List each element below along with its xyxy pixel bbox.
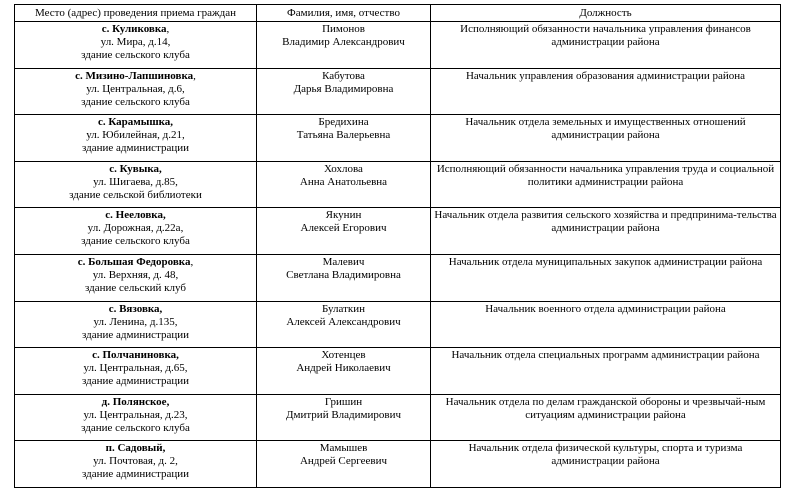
place-name: с. Нееловка, [105, 209, 166, 222]
header-post: Должность [431, 5, 781, 22]
place-address: ул. Центральная, д.6, [86, 82, 185, 95]
position-cell: Начальник отдела физической культуры, спорта и туризма администрации района [431, 441, 781, 488]
place-address: ул. Мира, д.14, [100, 36, 171, 48]
place-building: здание администрации [82, 328, 189, 341]
place-building: здание сельского клуба [81, 49, 190, 61]
table-row [15, 348, 781, 395]
position-cell: Начальник отдела по делам гражданской обороны и чрезвычай-ным ситуациям администрации района [431, 394, 781, 441]
person-cell [257, 254, 431, 301]
place-building: здание сельского клуба [81, 235, 190, 248]
table-row [15, 208, 781, 255]
table-row [15, 68, 781, 115]
position-cell: Исполняющий обязанности начальника управления финансов администрации района [431, 22, 781, 69]
person-surname: Пимонов [322, 23, 365, 35]
place-address: ул. Почтовая, д. 2, [93, 455, 178, 468]
place-name: д. Полянское, [101, 395, 170, 408]
position-cell: Начальник отдела специальных программ администрации района [431, 348, 781, 395]
place-building: здание сельской библиотеки [69, 188, 202, 201]
table-body [15, 22, 781, 488]
place-building: здание сельского клуба [81, 421, 190, 434]
place-address: ул. Верхняя, д. 48, [92, 268, 179, 281]
place-name: с. Кувыка, [109, 162, 162, 175]
place-cell [15, 254, 257, 301]
person-surname: Булаткин [321, 302, 366, 315]
person-cell [257, 394, 431, 441]
person-given-names: Анна Анатольевна [299, 175, 388, 188]
person-surname: Якунин [325, 209, 362, 222]
place-address: ул. Центральная, д.23, [83, 408, 188, 421]
person-cell [257, 68, 431, 115]
position-cell: Начальник отдела земельных и имущественных отношений администрации района [431, 115, 781, 162]
place-cell [15, 348, 257, 395]
table-row [15, 301, 781, 348]
table-row [15, 161, 781, 208]
header-place: Место (адрес) проведения приема граждан [15, 5, 257, 22]
person-cell [257, 161, 431, 208]
table-row [15, 394, 781, 441]
person-given-names: Светлана Владимировна [286, 268, 401, 281]
place-address: ул. Шигаева, д.85, [93, 175, 178, 188]
person-given-names: Татьяна Валерьевна [296, 129, 391, 142]
table-header-row [15, 5, 781, 22]
person-given-names: Андрей Сергеевич [299, 455, 388, 468]
place-name: с. Большая Федоровка [77, 255, 191, 268]
place-name: с. Полчаниновка, [92, 349, 179, 362]
person-cell [257, 208, 431, 255]
person-cell [257, 22, 431, 69]
place-building: здание администрации [82, 142, 189, 155]
place-cell [15, 301, 257, 348]
position-cell: Начальник управления образования администрации района [431, 68, 781, 115]
place-cell [15, 208, 257, 255]
person-surname: Хотенцев [321, 349, 366, 362]
place-name: п. Садовый, [105, 442, 166, 455]
place-building: здание администрации [82, 375, 189, 388]
person-surname: Бредихина [318, 116, 369, 129]
person-cell [257, 348, 431, 395]
place-cell [15, 22, 257, 69]
position-cell: Начальник военного отдела администрации района [431, 301, 781, 348]
place-cell [15, 115, 257, 162]
person-cell [257, 301, 431, 348]
person-given-names: Дмитрий Владимирович [286, 408, 401, 421]
place-building: здание администрации [82, 468, 189, 481]
place-address: ул. Дорожная, д.22а, [87, 222, 184, 235]
header-name: Фамилия, имя, отчество [257, 5, 431, 22]
place-name: с. Вязовка, [108, 302, 163, 315]
place-address: ул. Юбилейная, д.21, [86, 129, 185, 142]
person-given-names: Владимир Александрович [282, 36, 405, 48]
table-row [15, 22, 781, 69]
person-surname: Кабутова [322, 69, 365, 82]
place-name: с. Карамышка, [97, 116, 174, 129]
place-name: с. Мизино-Лапшиновка [75, 69, 194, 82]
table-row [15, 254, 781, 301]
position-cell: Исполняющий обязанности начальника управления труда и социальной политики администрации района [431, 161, 781, 208]
person-given-names: Андрей Николаевич [296, 362, 391, 375]
position-cell: Начальник отдела развития сельского хозяйства и предпринима-тельства администрации района [431, 208, 781, 255]
place-suffix: , [166, 23, 170, 35]
position-cell: Начальник отдела муниципальных закупок администрации района [431, 254, 781, 301]
person-given-names: Дарья Владимировна [293, 82, 394, 95]
reception-schedule-table [14, 4, 781, 488]
table-row [15, 441, 781, 488]
person-surname: Гришин [324, 395, 363, 408]
place-building: здание сельского клуба [81, 95, 190, 108]
place-cell [15, 161, 257, 208]
person-given-names: Алексей Александрович [286, 315, 401, 328]
place-suffix: , [190, 255, 194, 268]
person-cell [257, 115, 431, 162]
person-cell [257, 441, 431, 488]
person-surname: Малевич [322, 255, 365, 268]
place-cell [15, 441, 257, 488]
table-row [15, 115, 781, 162]
person-surname: Хохлова [324, 162, 363, 175]
place-cell [15, 394, 257, 441]
place-building: здание сельский клуб [85, 281, 186, 294]
person-given-names: Алексей Егорович [300, 222, 387, 235]
place-address: ул. Центральная, д.65, [83, 362, 188, 375]
place-name: с. Куликовка [101, 23, 167, 35]
place-suffix: , [193, 69, 196, 82]
person-surname: Мамышев [319, 442, 368, 455]
place-address: ул. Ленина, д.135, [93, 315, 178, 328]
place-cell [15, 68, 257, 115]
